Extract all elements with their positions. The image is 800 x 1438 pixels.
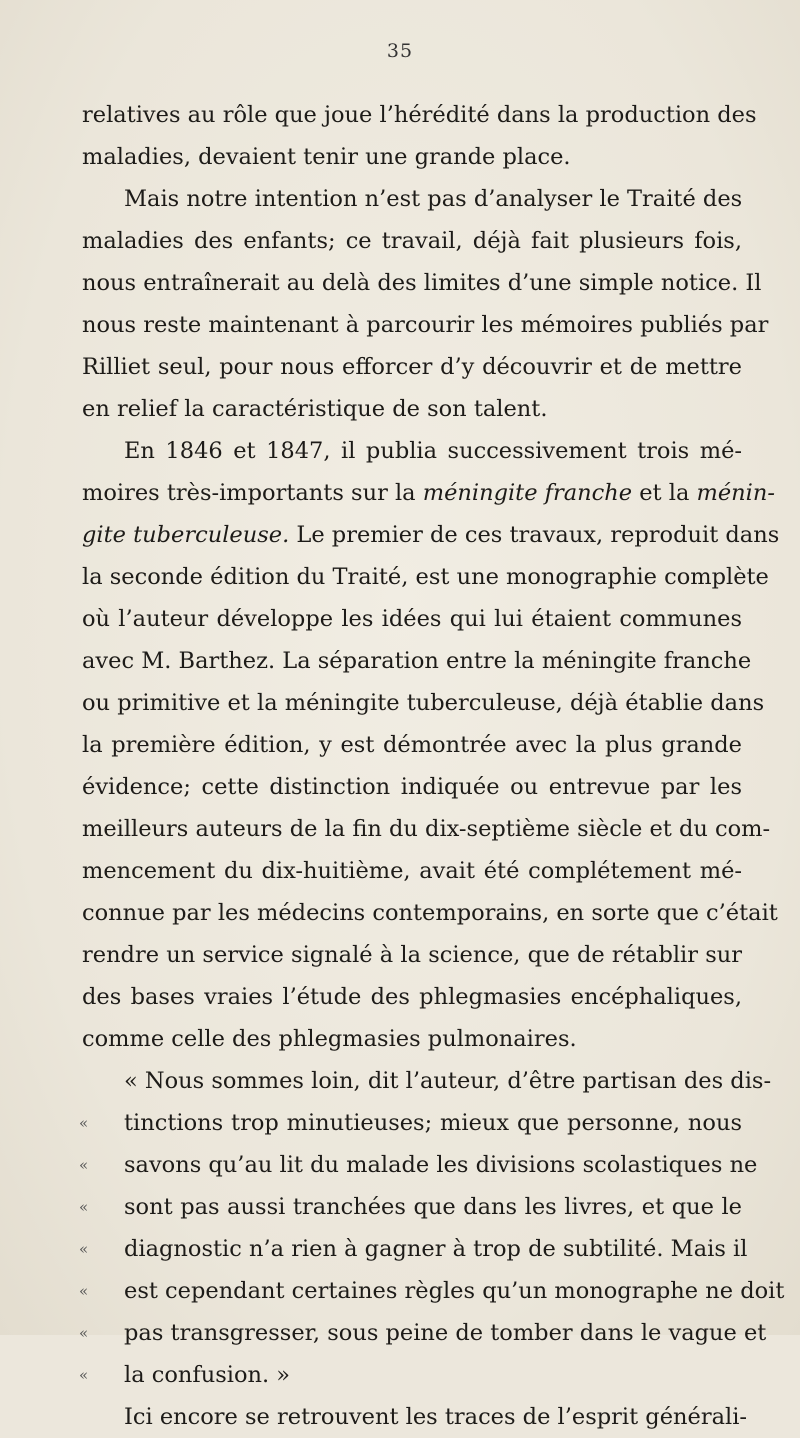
text-line <box>82 556 769 598</box>
line-text: la première édition, y est démontrée avec la plus grande <box>82 732 742 758</box>
line-text: relatives au rôle que joue l’hérédité dans la production des <box>82 102 757 128</box>
text-line <box>82 178 742 220</box>
line-text: maladies, devaient tenir une grande place. <box>82 144 571 170</box>
text-line <box>82 514 780 556</box>
line-text: connue par les médecins contemporains, en sorte que c’était <box>82 900 778 926</box>
line-text: est cependant certaines règles qu’un monographe ne doit <box>124 1278 785 1304</box>
text-line <box>82 934 742 976</box>
line-text: tinctions trop minutieuses; mieux que personne, nous <box>124 1110 742 1136</box>
line-text: Ici encore se retrouvent les traces de l’esprit générali- <box>124 1404 748 1430</box>
text-line <box>82 724 742 766</box>
line-text: ou primitive et la méningite tuberculeuse, déjà établie dans <box>82 690 765 716</box>
quotation-mark: « <box>79 1114 89 1132</box>
text-line <box>82 346 742 388</box>
text-line <box>82 430 742 472</box>
text-line <box>79 1228 748 1270</box>
line-text: nous entraînerait au delà des limites d’une simple notice. Il <box>82 270 762 296</box>
italic-text: ménin- <box>696 480 775 506</box>
italic-text: gite tuberculeuse. <box>82 522 290 548</box>
text-line <box>82 388 742 430</box>
text-line <box>82 976 742 1018</box>
line-text: Le premier de ces travaux, reproduit dans <box>289 522 780 548</box>
line-text: évidence; cette distinction indiquée ou entrevue par les <box>82 774 742 800</box>
line-text: avec M. Barthez. La séparation entre la méningite franche <box>82 648 752 674</box>
quotation-mark: « <box>79 1282 89 1300</box>
text-line <box>82 472 775 514</box>
line-text: diagnostic n’a rien à gagner à trop de subtilité. Mais il <box>124 1236 748 1262</box>
text-line <box>82 1060 772 1102</box>
text-line <box>79 1312 767 1354</box>
quotation-mark: « <box>79 1324 89 1342</box>
line-text: savons qu’au lit du malade les divisions scolastiques ne <box>124 1152 758 1178</box>
line-text: rendre un service signalé à la science, que de rétablir sur <box>82 942 742 968</box>
italic-text: méningite franche <box>422 480 633 506</box>
text-line <box>82 766 742 808</box>
line-text: En 1846 et 1847, il publia successivement trois mé- <box>124 438 742 464</box>
text-line <box>82 640 752 682</box>
line-text: Mais notre intention n’est pas d’analyser le Traité des <box>124 186 743 212</box>
line-text: moires très-importants sur la <box>82 480 423 506</box>
text-line <box>79 1354 742 1396</box>
text-line <box>79 1144 758 1186</box>
text-line <box>82 598 742 640</box>
line-text: des bases vraies l’étude des phlegmasies encéphaliques, <box>82 984 742 1010</box>
text-line <box>82 220 742 262</box>
text-line <box>82 1018 742 1060</box>
text-line <box>79 1270 785 1312</box>
text-line <box>79 1102 742 1144</box>
line-text: où l’auteur développe les idées qui lui étaient communes <box>82 606 742 632</box>
text-line <box>82 304 769 346</box>
text-line <box>82 808 771 850</box>
page-number: 35 <box>386 40 414 62</box>
text-line <box>79 1186 742 1228</box>
quotation-mark: « <box>79 1198 89 1216</box>
text-line <box>82 850 742 892</box>
line-text: meilleurs auteurs de la fin du dix-septième siècle et du com- <box>82 816 771 842</box>
line-text: en relief la caractéristique de son talent. <box>82 396 548 422</box>
line-text: Rilliet seul, pour nous efforcer d’y découvrir et de mettre <box>82 354 742 380</box>
text-line <box>82 892 778 934</box>
line-text: maladies des enfants; ce travail, déjà fait plusieurs fois, <box>82 228 742 254</box>
body-text <box>79 94 785 1438</box>
text-line <box>82 682 765 724</box>
text-line <box>82 1396 748 1438</box>
line-text: et la <box>632 480 697 506</box>
quotation-mark: « <box>79 1366 89 1384</box>
line-text: comme celle des phlegmasies pulmonaires. <box>82 1026 577 1052</box>
text-line <box>82 262 762 304</box>
line-text: la seconde édition du Traité, est une monographie complète <box>82 564 769 590</box>
line-text: nous reste maintenant à parcourir les mémoires publiés par <box>82 312 769 338</box>
quotation-mark: « <box>79 1240 89 1258</box>
quotation-mark: « <box>79 1156 89 1174</box>
text-line <box>82 94 757 136</box>
line-text: pas transgresser, sous peine de tomber dans le vague et <box>124 1320 767 1346</box>
line-text: « Nous sommes loin, dit l’auteur, d’être partisan des dis- <box>124 1068 772 1094</box>
line-text: la confusion. » <box>124 1362 291 1388</box>
line-text: mencement du dix-huitième, avait été complétement mé- <box>82 858 742 884</box>
line-text: sont pas aussi tranchées que dans les livres, et que le <box>124 1194 742 1220</box>
text-line <box>82 136 742 178</box>
